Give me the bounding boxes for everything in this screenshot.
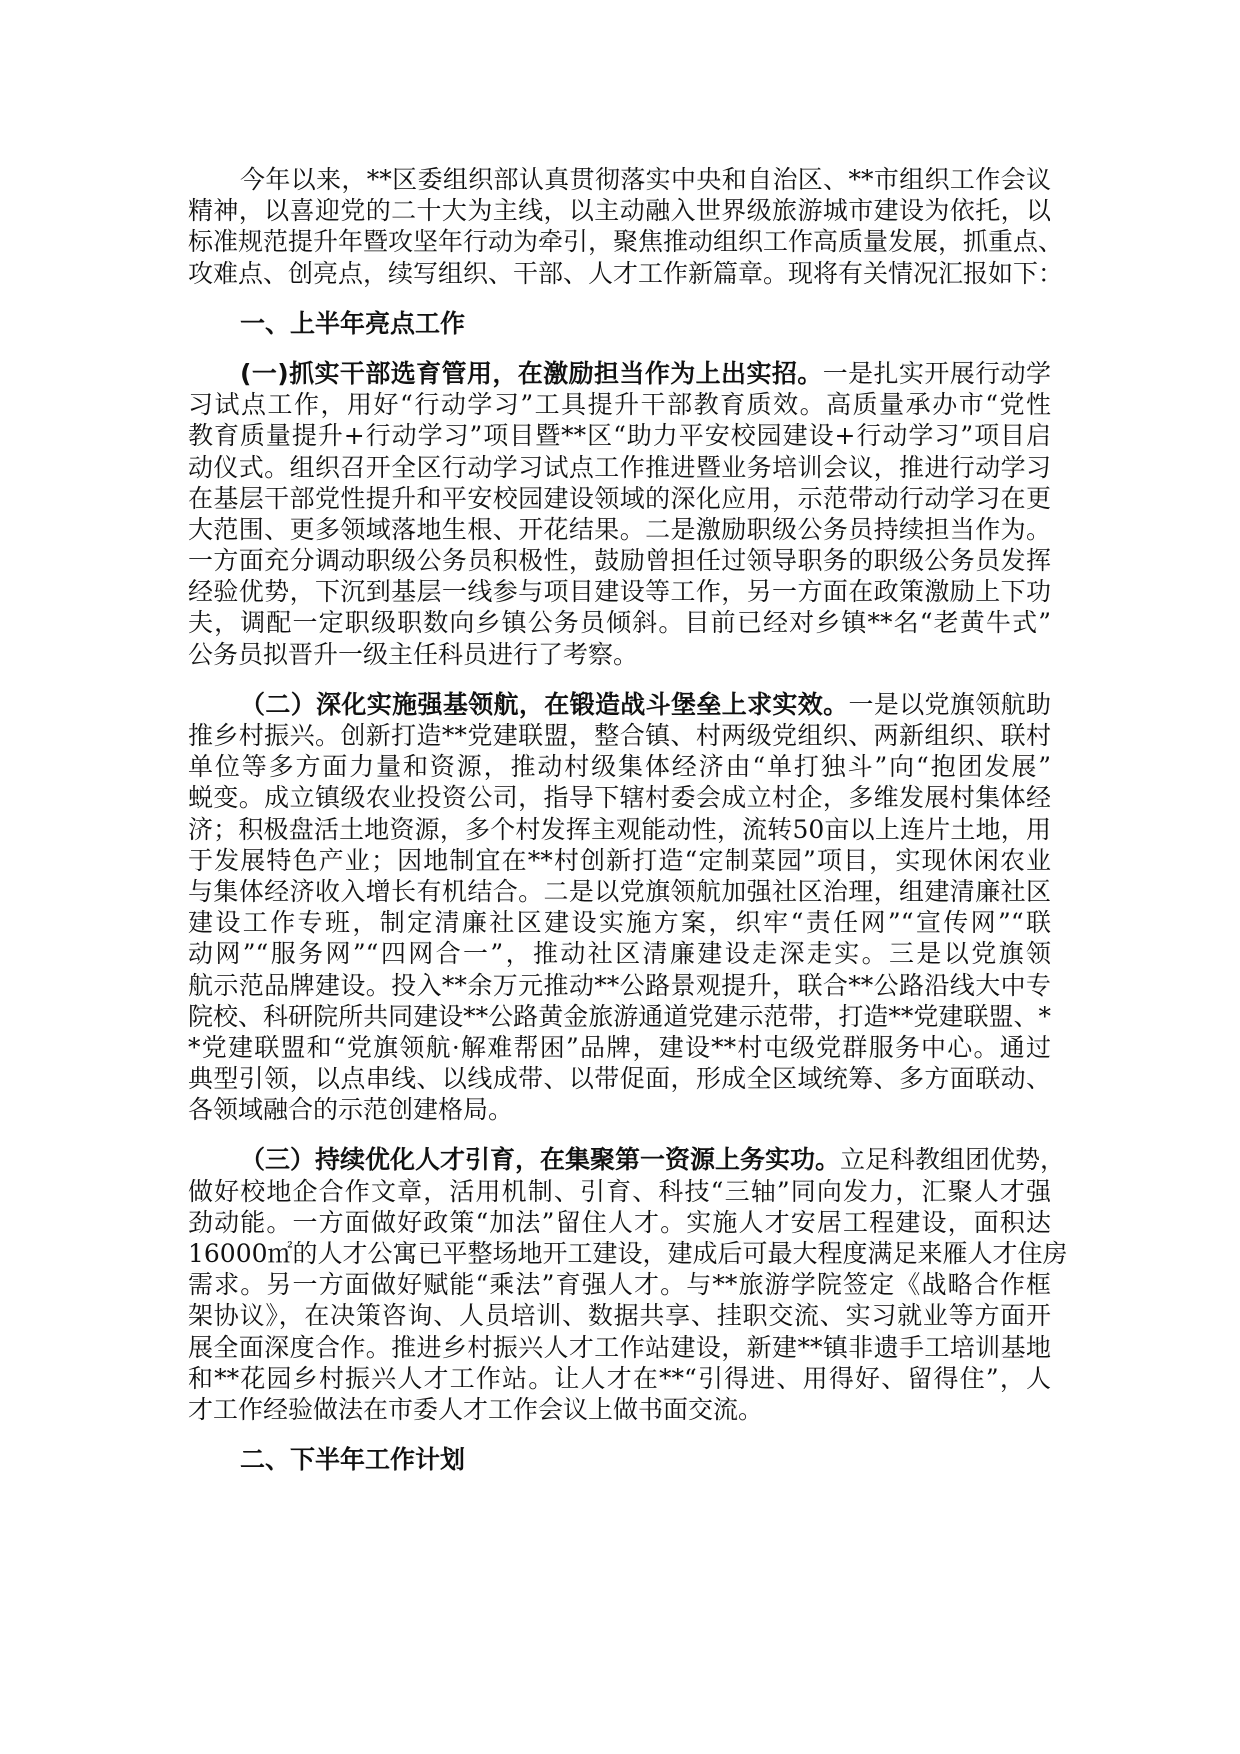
document-page — [188, 164, 1068, 1494]
line-text: 需求。另一方面做好赋能“乘法”育强人才。与**旅游学院签定《战略合作框 — [188, 1270, 1051, 1300]
line-text: 习试点工作，用好“行动学习”工具提升干部教育质效。高质量承办市“党性 — [188, 390, 1051, 420]
line-text: 展全面深度合作。推进乡村振兴人才工作站建设，新建**镇非遗手工培训基地 — [188, 1332, 1051, 1362]
text-line — [188, 607, 1051, 638]
line-text: 做好校地企合作文章，活用机制、引育、科技“三轴”同向发力，汇聚人才强 — [188, 1176, 1051, 1206]
text-line — [188, 876, 1051, 907]
text-line — [188, 195, 1051, 226]
text-line — [188, 814, 1051, 845]
text-line — [188, 358, 1051, 389]
text-line — [188, 639, 1051, 670]
text-line — [188, 483, 1051, 514]
line-text: 济；积极盘活土地资源，多个村发挥主观能动性，流转50亩以上连片土地，用 — [188, 814, 1051, 844]
line-text: 劲动能。一方面做好政策“加法”留住人才。实施人才安居工程建设，面积达 — [188, 1207, 1051, 1237]
text-line — [188, 514, 1051, 545]
text-line — [188, 1176, 1051, 1207]
line-text: 夫，调配一定职级职数向乡镇公务员倾斜。目前已经对乡镇**名“老黄牛式” — [188, 608, 1051, 638]
text-line — [188, 308, 1051, 339]
line-text: 动网”“服务网”“四网合一”，推动社区清廉建设走深走实。三是以党旗领 — [188, 939, 1051, 969]
line-text: 航示范品牌建设。投入**余万元推动**公路景观提升，联合**公路沿线大中专 — [188, 970, 1051, 1000]
line-text: 于发展特色产业；因地制宜在**村创新打造“定制菜园”项目，实现休闲农业 — [188, 845, 1051, 875]
line-text: 与集体经济收入增长有机结合。二是以党旗领航加强社区治理，组建清廉社区 — [188, 876, 1051, 906]
subsection-title: (一)抓实干部选育管用，在激励担当作为上出实招。 — [240, 358, 823, 388]
text-line — [188, 1363, 1051, 1394]
line-text: 教育质量提升+行动学习”项目暨**区“助力平安校园建设+行动学习”项目启 — [188, 421, 1051, 451]
text-line — [188, 1001, 1051, 1032]
text-line — [188, 452, 1051, 483]
body-paragraph — [188, 164, 1064, 289]
text-line — [188, 1094, 1051, 1125]
text-line — [188, 845, 1051, 876]
line-text: 精神，以喜迎党的二十大为主线，以主动融入世界级旅游城市建设为依托，以 — [188, 196, 1051, 226]
text-line — [188, 1269, 1051, 1300]
line-text: 才工作经验做法在市委人才工作会议上做书面交流。 — [188, 1394, 764, 1424]
text-line — [188, 782, 1051, 813]
line-text: 今年以来，**区委组织部认真贯彻落实中央和自治区、**市组织工作会议 — [240, 165, 1051, 194]
line-text: 各领域融合的示范创建格局。 — [188, 1095, 514, 1125]
text-line — [188, 1394, 1051, 1425]
line-text: 建设工作专班，制定清廉社区建设实施方案，织牢“责任网”“宣传网”“联 — [188, 908, 1051, 938]
line-text: 一是以党旗领航助 — [848, 689, 1051, 719]
text-line — [188, 938, 1051, 969]
body-paragraph — [188, 1144, 1068, 1425]
section-heading — [188, 308, 1051, 339]
text-line — [188, 258, 1064, 289]
text-line — [188, 1332, 1051, 1363]
line-text: 一、上半年亮点工作 — [240, 308, 466, 338]
line-text: 16000㎡的人才公寓已平整场地开工建设，建成后可最大程度满足来雁人才住房 — [188, 1239, 1068, 1268]
line-text: 单位等多方面力量和资源，推动村级集体经济由“单打独斗”向“抱团发展” — [188, 752, 1051, 782]
text-line — [188, 545, 1051, 576]
body-paragraph — [188, 358, 1051, 670]
text-line — [188, 720, 1051, 751]
text-line — [188, 389, 1051, 420]
line-text: 二、下半年工作计划 — [240, 1445, 466, 1475]
line-text: 经验优势，下沉到基层一线参与项目建设等工作，另一方面在政策激励上下功 — [188, 577, 1051, 607]
line-text: *党建联盟和“党旗领航·解难帮困”品牌，建设**村屯级党群服务中心。通过 — [188, 1032, 1051, 1062]
text-line — [188, 164, 1051, 195]
line-text: 院校、科研院所共同建设**公路黄金旅游通道党建示范带，打造**党建联盟、* — [188, 1001, 1051, 1031]
line-text: 架协议》，在决策咨询、人员培训、数据共享、挂职交流、实习就业等方面开 — [188, 1301, 1051, 1331]
text-line — [188, 226, 1064, 257]
text-line — [188, 751, 1051, 782]
text-line — [188, 576, 1051, 607]
text-line — [188, 689, 1051, 720]
line-text: 一是扎实开展行动学 — [822, 358, 1051, 388]
section-heading — [188, 1444, 1051, 1475]
text-line — [188, 1238, 1068, 1269]
text-line — [188, 970, 1051, 1001]
line-text: 标准规范提升年暨攻坚年行动为牵引，聚焦推动组织工作高质量发展，抓重点、 — [188, 227, 1064, 257]
line-text: 动仪式。组织召开全区行动学习试点工作推进暨业务培训会议，推进行动学习 — [188, 452, 1051, 482]
line-text: 在基层干部党性提升和平安校园建设领域的深化应用，示范带动行动学习在更 — [188, 483, 1051, 513]
line-text: 蜕变。成立镇级农业投资公司，指导下辖村委会成立村企，多维发展村集体经 — [188, 783, 1051, 813]
subsection-title: （二）深化实施强基领航，在锻造战斗堡垒上求实效。 — [240, 689, 849, 719]
line-text: 和**花园乡村振兴人才工作站。让人才在**“引得进、用得好、留得住”，人 — [188, 1363, 1051, 1393]
line-text: 立足科教组团优势， — [840, 1145, 1066, 1175]
text-line — [188, 1032, 1051, 1063]
text-line — [188, 1144, 1066, 1175]
text-line — [188, 1207, 1051, 1238]
line-text: 大范围、更多领域落地生根、开花结果。二是激励职级公务员持续担当作为。 — [188, 514, 1051, 544]
text-line — [188, 1444, 1051, 1475]
line-text: 攻难点、创亮点，续写组织、干部、人才工作新篇章。现将有关情况汇报如下： — [188, 258, 1064, 288]
line-text: 一方面充分调动职级公务员积极性，鼓励曾担任过领导职务的职级公务员发挥 — [188, 546, 1051, 576]
text-line — [188, 907, 1051, 938]
text-line — [188, 1300, 1051, 1331]
line-text: 典型引领，以点串线、以线成带、以带促面，形成全区域统筹、多方面联动、 — [188, 1064, 1051, 1094]
body-paragraph — [188, 689, 1051, 1126]
text-line — [188, 1063, 1051, 1094]
text-line — [188, 420, 1051, 451]
subsection-title: （三）持续优化人才引育，在集聚第一资源上务实功。 — [240, 1145, 841, 1175]
line-text: 推乡村振兴。创新打造**党建联盟，整合镇、村两级党组织、两新组织、联村 — [188, 721, 1051, 750]
line-text: 公务员拟晋升一级主任科员进行了考察。 — [188, 639, 639, 669]
